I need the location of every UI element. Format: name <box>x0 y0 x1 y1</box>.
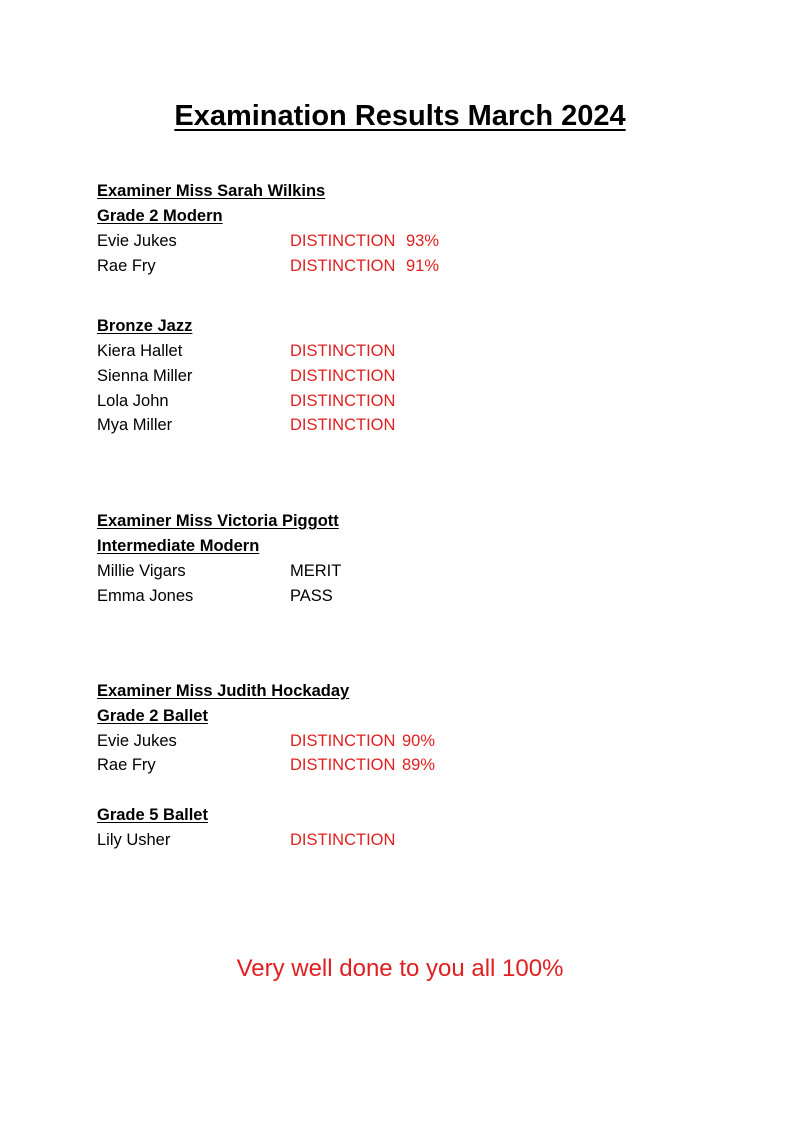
grade-heading: Grade 5 Ballet <box>97 806 208 824</box>
student-name: Lola John <box>97 392 169 410</box>
congratulations-message: Very well done to you all 100% <box>236 955 564 982</box>
student-name: Sienna Miller <box>97 367 193 385</box>
student-name: Mya Miller <box>97 416 173 434</box>
result-grade: DISTINCTION <box>290 367 396 385</box>
student-name: Rae Fry <box>97 756 156 774</box>
student-name: Millie Vigars <box>97 562 186 580</box>
student-name: Evie Jukes <box>97 232 177 250</box>
student-name: Emma Jones <box>97 587 194 605</box>
grade-heading: Grade 2 Modern <box>97 207 223 225</box>
result-grade: DISTINCTION <box>290 232 396 250</box>
student-name: Rae Fry <box>97 257 156 275</box>
result-grade: DISTINCTION <box>290 257 396 275</box>
grade-heading: Grade 2 Ballet <box>97 707 208 725</box>
result-grade: DISTINCTION <box>290 732 396 750</box>
result-grade: DISTINCTION <box>290 416 396 434</box>
result-percent: 90% <box>402 732 436 750</box>
result-percent: 89% <box>402 756 436 774</box>
result-grade: MERIT <box>290 562 342 580</box>
result-percent: 93% <box>406 232 440 250</box>
student-name: Evie Jukes <box>97 732 177 750</box>
examiner-heading: Examiner Miss Victoria Piggott <box>97 512 339 530</box>
result-grade: DISTINCTION <box>290 392 396 410</box>
student-name: Kiera Hallet <box>97 342 183 360</box>
result-grade: PASS <box>290 587 333 605</box>
student-name: Lily Usher <box>97 831 171 849</box>
grade-heading: Bronze Jazz <box>97 317 193 335</box>
examiner-heading: Examiner Miss Judith Hockaday <box>97 682 350 700</box>
grade-heading: Intermediate Modern <box>97 537 260 555</box>
result-percent: 91% <box>406 257 440 275</box>
examiner-heading: Examiner Miss Sarah Wilkins <box>97 182 326 200</box>
page-title: Examination Results March 2024 <box>174 100 626 132</box>
result-grade: DISTINCTION <box>290 756 396 774</box>
result-grade: DISTINCTION <box>290 342 396 360</box>
result-grade: DISTINCTION <box>290 831 396 849</box>
